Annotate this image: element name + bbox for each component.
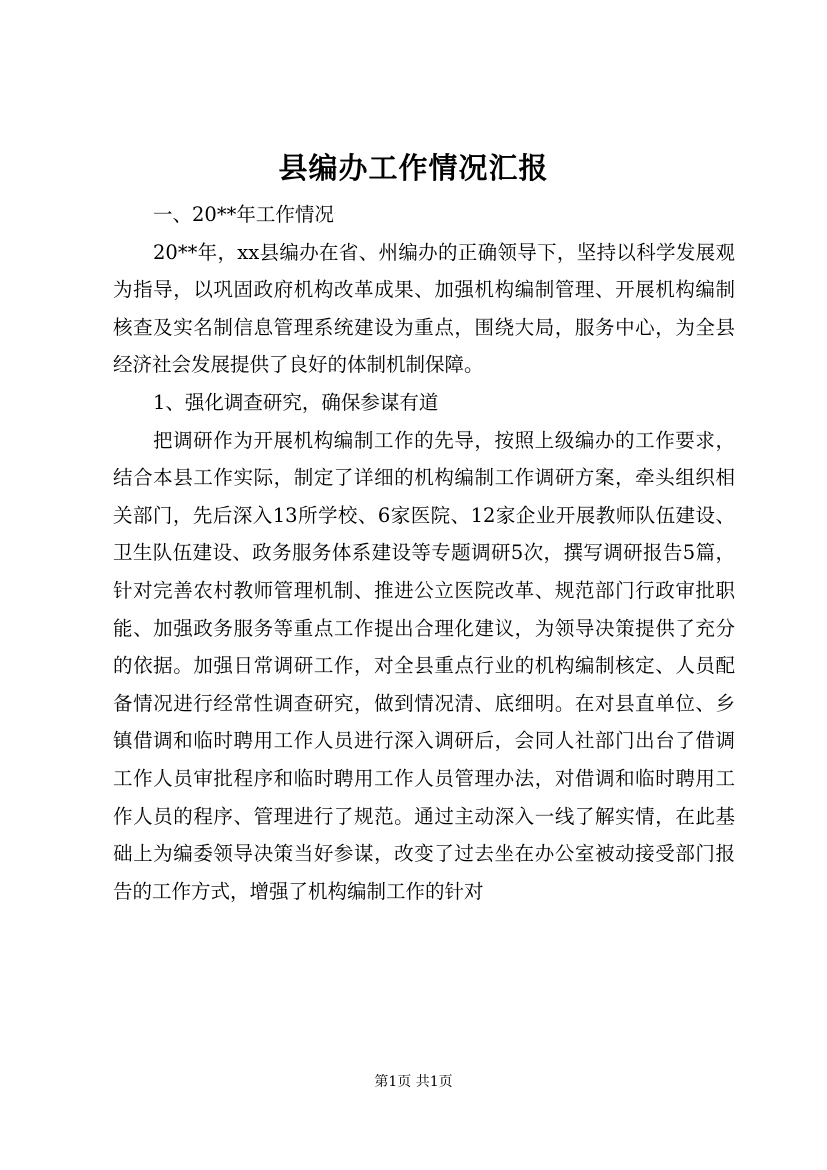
section-heading: 一、20**年工作情况: [153, 203, 334, 226]
document-title: 县编办工作情况汇报: [278, 151, 549, 185]
paragraph-1: 把调研作为开展机构编制工作的先导，按照上级编办的工作要求，结合本县工作实际，制定了详细的机构编制工作调研方案，牵头组织相关部门，先后深入13所学校、6家医院、12家企业开展教师队伍建设、卫生队伍建设、政务服务体系建设等专题调研5次，撰写调研报告5篇，针对完善农村教师管理机制、推进公立医院改革、规范部门行政审批职能、加强政务服务等重点工作提出合理化建议，为领导决策提供了充分的依据。加强日常调研工作，对全县重点行业的机构编制核定、人员配备情况进行经常性调查研究，做到情况清、底细明。在对县直单位、乡镇借调和临时聘用工作人员进行深入调研后，会同人社部门出台了借调工作人员审批程序和临时聘用工作人员管理办法，对借调和临时聘用工作人员的程序、管理进行了规范。通过主动深入一线了解实情，在此基础上为编委领导决策当好参谋，改变了过去坐在办公室被动接受部门报告的工作方式，增强了机构编制工作的针对: [113, 428, 735, 903]
subheading-1: 1、强化调查研究，确保参谋有道: [153, 390, 439, 414]
intro-paragraph: 20**年，xx县编办在省、州编办的正确领导下，坚持以科学发展观为指导，以巩固政府机构改革成果、加强机构编制管理、开展机构编制核查及实名制信息管理系统建设为重点，围绕大局，服务中心，为全县经济社会发展提供了良好的体制机制保障。: [113, 240, 735, 377]
document-body: [113, 196, 735, 910]
page-footer: 第1页 共1页: [374, 1074, 453, 1090]
